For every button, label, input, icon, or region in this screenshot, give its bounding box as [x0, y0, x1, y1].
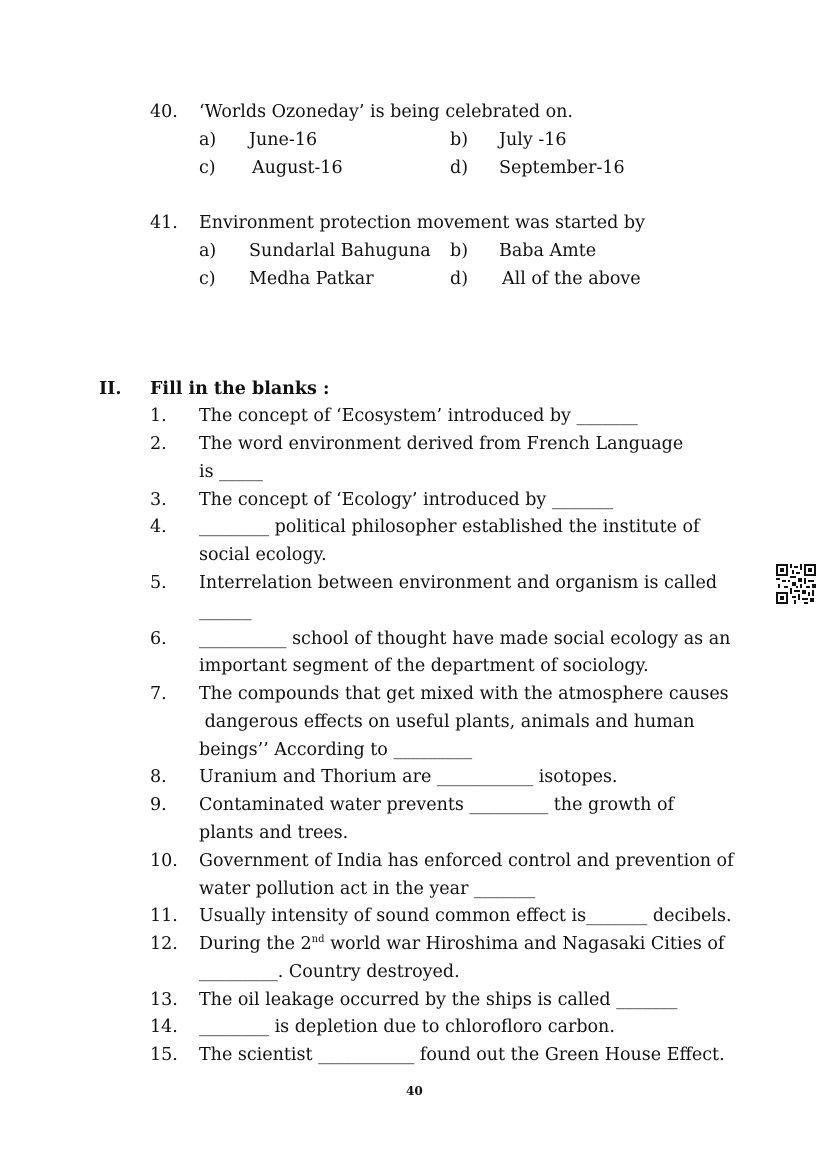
item-text: Interrelation between environment and organism is called	[199, 573, 718, 593]
option-text: Medha Patkar	[249, 269, 374, 289]
section-title: Fill in the blanks :	[150, 379, 330, 399]
item-text: is _____	[199, 462, 263, 482]
option-letter: a)	[199, 130, 217, 150]
item-number: 12.	[150, 934, 178, 954]
item-text: __________ school of thought have made social ecology as an	[199, 629, 731, 649]
item-text: The word environment derived from French Language	[199, 434, 684, 454]
ordinal-suffix: nd	[311, 934, 325, 945]
item-text	[199, 933, 724, 955]
option-text: All of the above	[502, 269, 641, 289]
page-number: 40	[406, 1084, 423, 1098]
option-text: September-16	[499, 158, 625, 178]
item-text-part: During the 2	[199, 934, 312, 954]
option-letter: b)	[450, 241, 469, 261]
item-number: 1.	[150, 406, 167, 426]
item-number: 9.	[150, 795, 167, 815]
item-text: ________ is depletion due to chlorofloro carbon.	[199, 1017, 615, 1037]
option-text: July -16	[499, 130, 567, 150]
item-text: social ecology.	[199, 545, 327, 565]
question-text: ‘Worlds Ozoneday’ is being celebrated on.	[199, 102, 573, 122]
question-number: 41.	[150, 213, 178, 233]
option-letter: c)	[199, 269, 216, 289]
item-number: 3.	[150, 490, 167, 510]
item-text: The scientist ___________ found out the Green House Effect.	[199, 1045, 725, 1065]
item-text: dangerous effects on useful plants, animals and human	[199, 712, 695, 732]
item-text: Government of India has enforced control and prevention of	[199, 851, 734, 871]
option-text: August-16	[252, 158, 343, 178]
option-text: June-16	[249, 130, 318, 150]
option-letter: a)	[199, 241, 217, 261]
option-letter: c)	[199, 158, 216, 178]
item-text: The oil leakage occurred by the ships is called _______	[199, 990, 678, 1010]
item-number: 7.	[150, 684, 167, 704]
item-text: beings’’ According to _________	[199, 740, 473, 760]
item-number: 2.	[150, 434, 167, 454]
item-text: ______	[199, 601, 252, 621]
item-text: Usually intensity of sound common effect is_______ decibels.	[199, 906, 732, 926]
item-text: water pollution act in the year _______	[199, 879, 536, 899]
item-text: important segment of the department of sociology.	[199, 656, 649, 676]
item-number: 11.	[150, 906, 178, 926]
item-number: 8.	[150, 767, 167, 787]
item-text: plants and trees.	[199, 823, 349, 843]
option-letter: d)	[450, 158, 469, 178]
section-number: II.	[99, 379, 122, 399]
qr-code-icon	[776, 564, 816, 604]
item-text-part: world war Hiroshima and Nagasaki Cities of	[324, 934, 725, 954]
item-number: 6.	[150, 629, 167, 649]
item-text: _________. Country destroyed.	[199, 962, 460, 982]
item-text: Uranium and Thorium are ___________ isotopes.	[199, 767, 618, 787]
item-number: 14.	[150, 1017, 178, 1037]
item-number: 5.	[150, 573, 167, 593]
question-text: Environment protection movement was started by	[199, 213, 646, 233]
option-text: Baba Amte	[499, 241, 597, 261]
item-text: Contaminated water prevents _________ the growth of	[199, 795, 674, 815]
item-number: 4.	[150, 517, 167, 537]
question-number: 40.	[150, 102, 178, 122]
item-number: 13.	[150, 990, 178, 1010]
item-number: 15.	[150, 1045, 178, 1065]
item-text: The concept of ‘Ecology’ introduced by _______	[199, 490, 614, 510]
item-text: The compounds that get mixed with the atmosphere causes	[199, 684, 729, 704]
item-number: 10.	[150, 851, 178, 871]
option-text: Sundarlal Bahuguna	[249, 241, 431, 261]
item-text: ________ political philosopher established the institute of	[199, 517, 700, 537]
option-letter: d)	[450, 269, 469, 289]
item-text: The concept of ‘Ecosystem’ introduced by _______	[199, 406, 638, 426]
option-letter: b)	[450, 130, 469, 150]
